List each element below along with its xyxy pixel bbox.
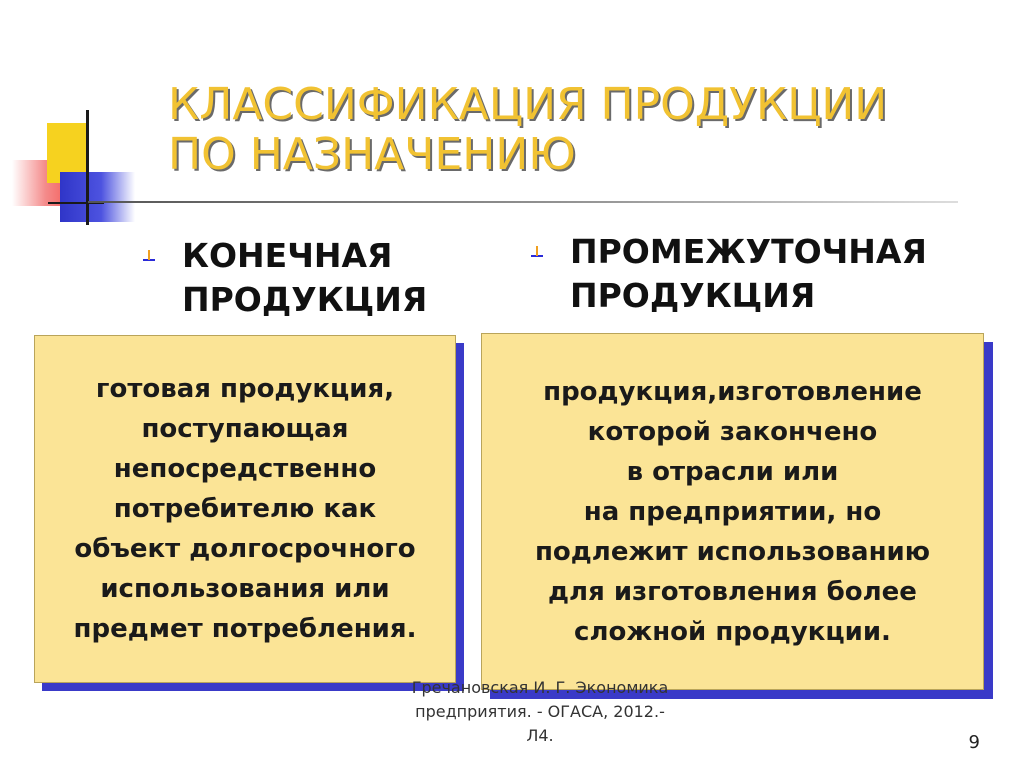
heading-line: ПРОДУКЦИЯ bbox=[182, 280, 428, 319]
corner-decoration-blue-block bbox=[60, 172, 135, 222]
heading-intermediate-product bbox=[570, 230, 990, 318]
title-underline-rule bbox=[88, 201, 958, 203]
definition-line: для изготовления более bbox=[548, 576, 917, 607]
footer-line: Гречановская И. Г. Экономика bbox=[411, 678, 669, 697]
footer-line: Л4. bbox=[526, 726, 554, 745]
definition-line: в отрасли или bbox=[626, 456, 839, 487]
definition-line: потребителю как bbox=[113, 494, 377, 524]
arrow-bullet-icon bbox=[530, 246, 544, 260]
heading-line: КОНЕЧНАЯ bbox=[182, 236, 393, 275]
definition-line: поступающая bbox=[141, 414, 349, 444]
definition-line: которой закончено bbox=[587, 416, 878, 447]
heading-line: ПРОМЕЖУТОЧНАЯ bbox=[570, 232, 927, 271]
arrow-bullet-icon bbox=[142, 250, 156, 264]
definition-card-intermediate-product bbox=[481, 333, 984, 690]
footer-credit bbox=[380, 676, 700, 748]
definition-line: на предприятии, но bbox=[583, 496, 882, 527]
definition-line: предмет потребления. bbox=[73, 614, 417, 644]
page-number: 9 bbox=[968, 732, 980, 753]
definition-text bbox=[70, 369, 421, 649]
footer-line: предприятия. - ОГАСА, 2012.- bbox=[415, 702, 665, 721]
definition-line: сложной продукции. bbox=[574, 616, 891, 647]
definition-line: использования или bbox=[100, 574, 390, 604]
corner-decoration-vertical-line bbox=[86, 110, 89, 225]
definition-line: непосредственно bbox=[113, 454, 377, 484]
definition-line: подлежит использованию bbox=[534, 536, 931, 567]
definition-card-final-product bbox=[34, 335, 456, 683]
heading-final-product bbox=[182, 234, 482, 322]
definition-line: объект долгосрочного bbox=[74, 534, 416, 564]
definition-text bbox=[535, 372, 930, 652]
definition-line: готовая продукция, bbox=[95, 374, 395, 404]
heading-line: ПРОДУКЦИЯ bbox=[570, 276, 816, 315]
definition-line: продукция,изготовление bbox=[543, 376, 922, 407]
slide-title: КЛАССИФИКАЦИЯ ПРОДУКЦИИ ПО НАЗНАЧЕНИЮ bbox=[168, 79, 888, 180]
